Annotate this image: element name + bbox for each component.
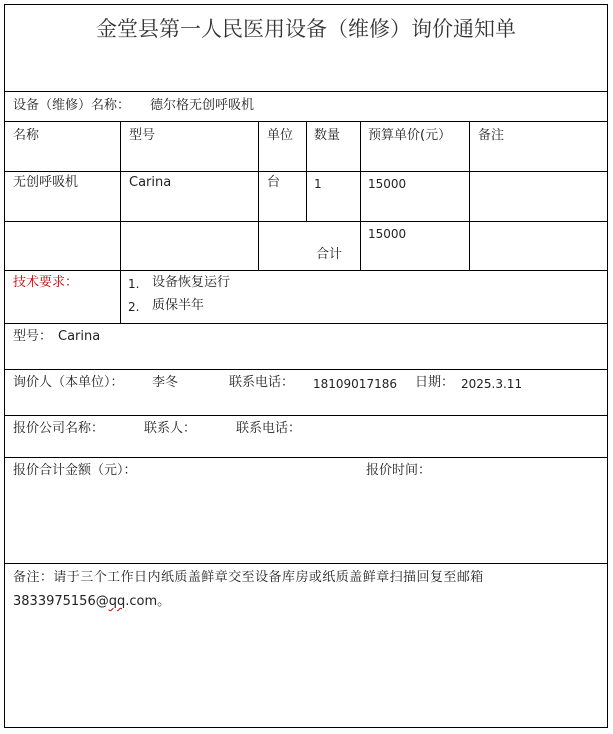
- phone-label: 联系电话：: [229, 375, 295, 390]
- header-model: 型号: [129, 128, 156, 143]
- rule: [5, 457, 607, 458]
- rule: [5, 91, 607, 92]
- rule: [5, 563, 607, 564]
- phone-number: 18109017186: [313, 377, 397, 391]
- rule: [5, 221, 607, 222]
- inquiry-form: [4, 4, 608, 728]
- header-unit: 单位: [267, 128, 294, 143]
- tech-label: 技术要求：: [13, 275, 79, 290]
- quote-contact-label: 联系人：: [144, 421, 197, 436]
- email-domain: qq: [108, 594, 126, 609]
- col-line: [469, 121, 470, 271]
- header-price: 预算单价(元）: [368, 128, 452, 143]
- header-name: 名称: [13, 128, 40, 143]
- quote-phone-label: 联系电话：: [236, 421, 302, 436]
- header-note: 备注: [478, 128, 505, 143]
- rule: [5, 369, 607, 370]
- rule: [5, 270, 607, 271]
- row-qty: 1: [314, 177, 322, 191]
- rule: [5, 323, 607, 324]
- quote-amount-label: 报价合计金额（元）：: [13, 463, 137, 478]
- tech-item-2: 质保半年: [152, 298, 205, 313]
- model-label: 型号：: [13, 329, 53, 344]
- inquirer-label: 询价人（本单位）：: [13, 375, 124, 390]
- tech-item-1-number: 1.: [128, 277, 140, 291]
- row-model: Carina: [129, 175, 172, 190]
- row-name: 无创呼吸机: [13, 175, 79, 190]
- model-value: Carina: [58, 329, 101, 344]
- remark-text: 备注：请于三个工作日内纸质盖鲜章交至设备库房或纸质盖鲜章扫描回复至邮箱: [13, 570, 484, 585]
- quote-time-label: 报价时间：: [366, 463, 432, 478]
- row-price: 15000: [368, 177, 407, 191]
- col-line: [120, 121, 121, 323]
- total-price: 15000: [368, 227, 407, 241]
- email-prefix: 3833975156@: [13, 594, 109, 609]
- device-label: 设备（维修）名称：: [13, 98, 131, 113]
- header-qty: 数量: [314, 128, 341, 143]
- email-suffix: .com。: [125, 594, 171, 609]
- date-label: 日期：: [415, 375, 455, 390]
- inquirer-name: 李冬: [152, 375, 179, 390]
- quote-company-label: 报价公司名称：: [13, 421, 105, 436]
- row-unit: 台: [267, 175, 281, 190]
- page-title: 金堂县第一人民医用设备（维修）询价通知单: [96, 17, 516, 41]
- col-line: [258, 121, 259, 271]
- col-line: [360, 121, 361, 271]
- remark-email: [13, 594, 170, 610]
- device-name: 德尔格无创呼吸机: [150, 98, 255, 113]
- total-label: 合计: [316, 247, 343, 262]
- rule: [5, 415, 607, 416]
- tech-item-2-number: 2.: [128, 300, 140, 314]
- tech-item-1: 设备恢复运行: [152, 275, 231, 290]
- date-value: 2025.3.11: [461, 377, 523, 391]
- col-line: [306, 121, 307, 221]
